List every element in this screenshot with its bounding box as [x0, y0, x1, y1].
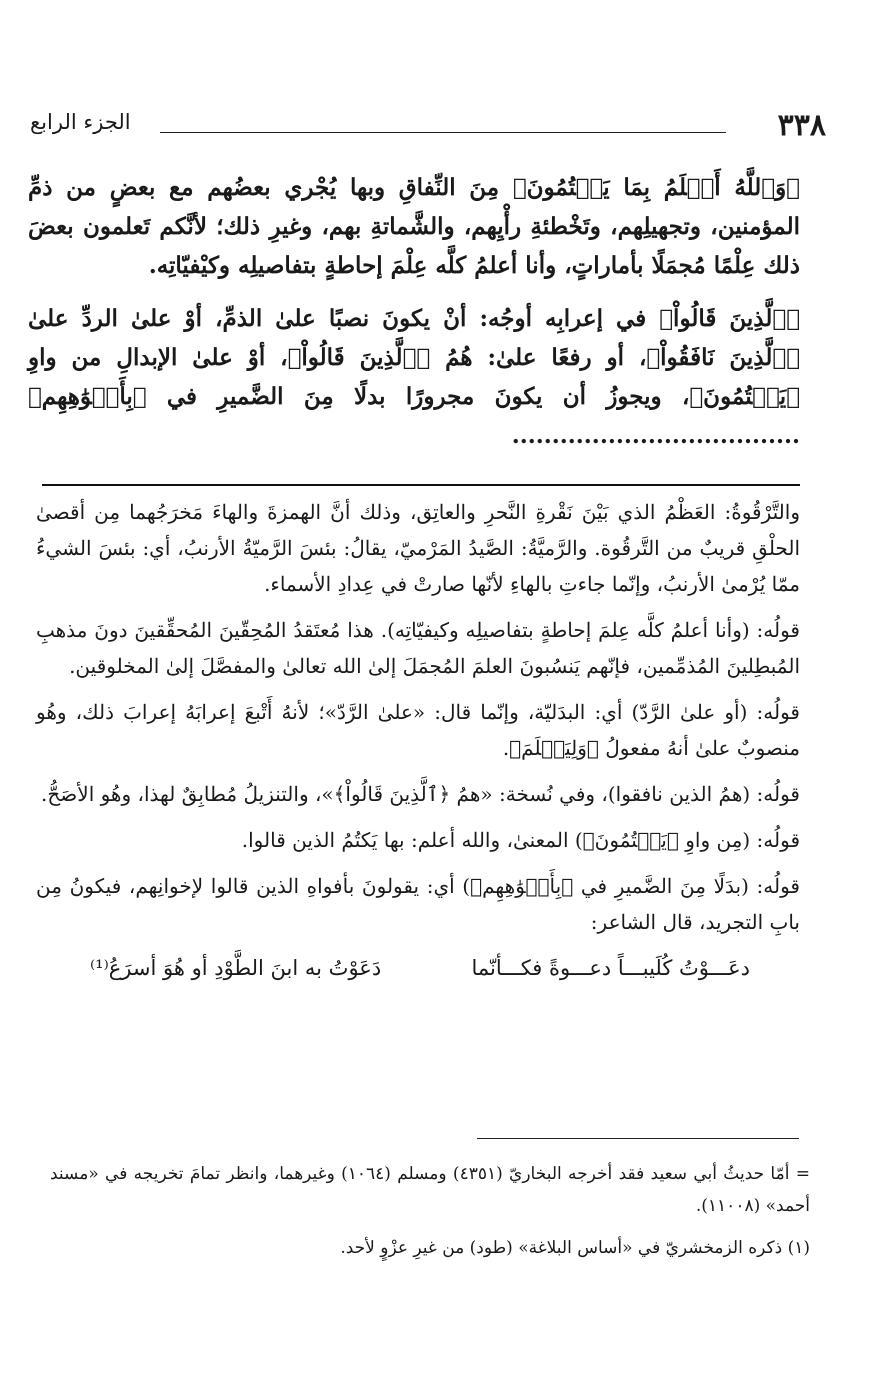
commentary-paragraph-2: قولُه: (وأنا أعلمُ كلَّه عِلمَ إحاطةٍ بتفاصيلِه وكيفيّاتِه). هذا مُعتَقدُ المُحِقّينَ المُحقِّقينَ دونَ مذهبِ المُبطِلينَ المُذمِّمين، فإنّهم يَنسُبونَ العلمَ المُجمَلَ إلىٰ الله تعالىٰ والمفصَّلَ إلىٰ المخلوقين.	[36, 618, 800, 678]
header-rule	[160, 132, 726, 133]
continuation-dots: ....................................	[511, 422, 800, 449]
poetry-verse	[90, 950, 750, 986]
main-paragraph-1: ﴿وَٱللَّهُ أَعۡلَمُ بِمَا يَكۡتُمُونَ﴾ مِنَ النِّفاقِ وبها يُجْري بعضُهم مع بعضٍ من ذمِّ المؤمنين، وتجهيلِهم، وتَخْطئةِ رأْيِهم، والشَّماتةِ بهم، وغيرِ ذلك؛ لأنَّكم تَعلمون بعضَ ذلك عِلْمًا مُجمَلًا بأماراتٍ، وأنا أعلمُ كلَّه عِلْمَ إحاطةٍ بتفاصيلِه وكيْفيّاتِه.	[28, 174, 800, 279]
footnote-continuation: = أمّا حديثُ أبي سعيد فقد أخرجه البخاريّ (٤٣٥١) ومسلم (١٠٦٤) وغيرهما، وانظر تمامَ تخريجه في «مسند أحمد» (١١٠٠٨).	[50, 1164, 810, 1216]
footnote-1: (١) ذكره الزمخشريّ في «أساس البلاغة» (طود) من غيرِ عزْوٍ لأحد.	[340, 1238, 810, 1258]
verse-second-hemistich: دَعَوْتُ به ابنَ الطَّوْدِ أو هُوَ أسرَعُ⁽¹⁾	[90, 956, 382, 980]
main-paragraph-2	[28, 299, 800, 455]
commentary-paragraph-5: قولُه: (مِن واوِ ﴿يَكۡتُمُونَ﴾) المعنىٰ، والله أعلم: بها يَكتُمُ الذين قالوا.	[241, 828, 800, 852]
verse-first-hemistich: دعَـــوْتُ كُلَيبـــاً دعـــوةً فكـــأنّما	[471, 956, 750, 980]
commentary-paragraph-4: قولُه: (همُ الذين نافقوا)، وفي نُسخة: «همُ ﴿ٱلَّذِينَ قَالُواْ﴾»، والتنزيلُ مُطابِقٌ لهذا، وهُو الأصَحُّ.	[41, 782, 800, 806]
footnotes	[50, 1158, 810, 1274]
footnote-divider	[477, 1138, 799, 1139]
commentary-paragraph-1: والتَّرْقُوةُ: العَظْمُ الذي بَيْنَ نَقْرةِ النَّحرِ والعاتِق، وذلك أنَّ الهمزةَ والهاءَ مَخرَجُهما مِن أقصىٰ الحلْقِ قريبٌ من التَّرقُوة. والرَّميَّةُ: الصَّيدُ المَرْميّ، يقالُ: بئسَ الرَّميّةُ الأرنبُ، أي: بئسَ الشيءُ ممّا يُرْمىٰ الأرنبُ، وإنّما جاءتِ بالهاءِ لأنّها صارتْ في عِدادِ الأسماء.	[36, 500, 800, 596]
commentary-paragraph-3: قولُه: (أو علىٰ الرَّدّ) أي: البدَليّة، وإنّما قال: «علىٰ الرَّدّ»؛ لأنهُ أَتْبعَ إعرابَهُ إعرابَ ذلك، وهُو منصوبٌ علىٰ أنهُ مفعولُ ﴿وَلِيَعۡلَمَ﴾.	[36, 700, 800, 760]
main-paragraph-2-text: ﴿ٱلَّذِينَ قَالُواْ﴾ في إعرابِه أوجُه: أنْ يكونَ نصبًا علىٰ الذمِّ، أوْ علىٰ الردِّ علىٰ ﴿ٱلَّذِينَ نَافَقُواْ﴾، أو رفعًا علىٰ: هُمُ ﴿ٱلَّذِينَ قَالُواْ﴾، أوْ علىٰ الإبدالِ من واوِ ﴿يَكۡتُمُونَ﴾، ويجوزُ أن يكونَ مجرورًا بدلًا مِنَ الضَّميرِ في ﴿بِأَفۡوَٰهِهِم﴾	[28, 305, 800, 410]
page-number: ٣٣٨	[777, 108, 826, 143]
main-divider	[42, 484, 800, 486]
commentary	[36, 494, 800, 986]
commentary-paragraph-6: قولُه: (بدَلًا مِنَ الضَّميرِ في ﴿بِأَفۡوَٰهِهِم﴾) أي: يقولونَ بأفواهِ الذين قالوا لإخوانِهم، فيكونُ مِن بابِ التجريد، قال الشاعر:	[36, 874, 800, 934]
main-text	[28, 168, 800, 469]
page-header	[30, 108, 826, 148]
running-head: الجزء الرابع	[30, 110, 131, 134]
